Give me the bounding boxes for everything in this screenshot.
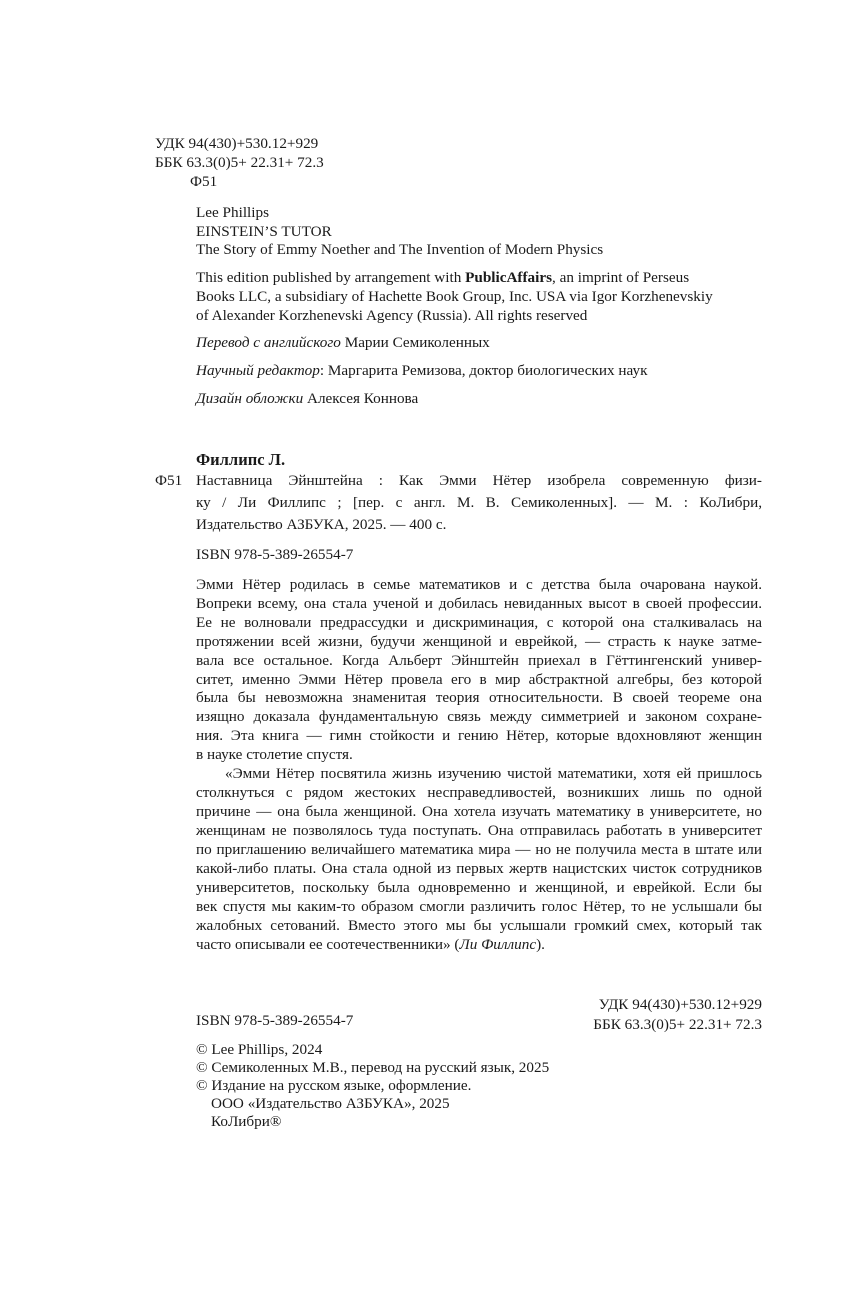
bib-heading: Филлипс Л.: [196, 450, 286, 469]
quote-line: век спустя мы каким-то образом смогли различить голос Нётер, то не услышали бы: [196, 898, 762, 915]
translation-label: Перевод с английского: [196, 334, 341, 351]
annotation-line: Вопреки всему, она стала ученой и добилась невиданных высот в своей профессии.: [196, 594, 762, 612]
udk-top: УДК 94(430)+530.12+929: [155, 135, 319, 152]
bib-line-2: ку / Ли Филлипс ; [пер. с англ. М. В. Семиколенных]. — М. : КоЛибри,: [196, 494, 762, 511]
editor-name: : Маргарита Ремизова, доктор биологических наук: [319, 362, 648, 379]
annotation-line: Эмми Нётер родилась в семье математиков и с детства была очарована наукой.: [196, 576, 762, 593]
cover-label: Дизайн обложки: [196, 390, 304, 407]
cover-name: Алексея Коннова: [303, 390, 419, 407]
copyright-translation: © Семиколенных М.В., перевод на русский язык, 2025: [196, 1059, 550, 1076]
quote-line: женщинам не позволялось туда поступать. Она отправилась работать в университет: [196, 822, 762, 839]
original-subtitle: The Story of Emmy Noether and The Invention of Modern Physics: [196, 241, 604, 258]
translation-credit: [196, 333, 490, 352]
quote-line: какой-либо платы. Она стала одной из первых жертв нацистских чисток сотрудников: [196, 860, 762, 877]
quote-line: университетов, поскольку была одновременно и женщиной, и еврейкой. Если бы: [196, 879, 762, 896]
author-mark-top: Ф51: [190, 173, 218, 190]
quote-last-pre: часто описывали ее соотечественники» (: [196, 936, 460, 953]
original-author: Lee Phillips: [196, 204, 269, 221]
publisher-name: PublicAffairs: [465, 269, 553, 286]
copyright-publisher: ООО «Издательство АЗБУКА», 2025: [211, 1095, 450, 1112]
translation-name: Марии Семиколенных: [340, 334, 490, 351]
annotation-line: ния. Эта книга — гимн стойкости и гению Нётер, которые вдохновляют женщин: [196, 727, 762, 745]
bbk-top: ББК 63.3(0)5+ 22.31+ 72.3: [155, 154, 324, 171]
bib-isbn: ISBN 978-5-389-26554-7: [196, 546, 354, 563]
rights-line-1: [196, 268, 689, 287]
editor-credit: [196, 361, 647, 380]
udk-bottom: УДК 94(430)+530.12+929: [598, 996, 762, 1013]
rights-line-1-post: , an imprint of Perseus: [552, 269, 690, 286]
annotation-line: ситет, именно Эмми Нётер провела его в мир абстрактной алгебры, без которой: [196, 670, 762, 688]
annotation-line: вала все остальное. Когда Альберт Эйнштейн приехал в Гёттингенский универ-: [196, 651, 762, 669]
quote-line-first: «Эмми Нётер посвятила жизнь изучению чистой математики, хотя ей пришлось: [225, 765, 762, 782]
annotation-line: Ее не волновали предрассудки и дискриминация, с которой она сталкивалась на: [196, 613, 762, 631]
annotation-line-last: в науке столетие спустя.: [196, 746, 353, 764]
original-title: EINSTEIN’S TUTOR: [196, 223, 332, 240]
quote-line: жалобных сетований. Вместо этого мы бы услышали громкий смех, который так: [196, 917, 762, 934]
annotation-line: была бы невозможна знаменитая теория относительности. В своей теореме она: [196, 689, 762, 707]
bib-mark: Ф51: [155, 472, 183, 489]
rights-line-3: of Alexander Korzhenevski Agency (Russia). All rights reserved: [196, 307, 588, 324]
quote-last-post: ).: [536, 936, 545, 953]
quote-attribution: Ли Филлипс: [459, 936, 537, 953]
annotation-line: протяжении всей жизни, будучи женщиной и еврейкой, — страсть к науке затме-: [196, 632, 762, 650]
quote-line: по приглашению величайшего математика мира — но не получила места в штате или: [196, 841, 762, 858]
bib-line-1: Наставница Эйнштейна : Как Эмми Нётер изобрела современную физи-: [196, 472, 762, 489]
copyright-author: © Lee Phillips, 2024: [196, 1041, 323, 1058]
bbk-bottom: ББК 63.3(0)5+ 22.31+ 72.3: [593, 1016, 762, 1033]
copyright-edition: © Издание на русском языке, оформление.: [196, 1077, 472, 1094]
bib-line-3: Издательство АЗБУКА, 2025. — 400 с.: [196, 516, 447, 533]
quote-line-last: [196, 935, 545, 954]
rights-line-2: Books LLC, a subsidiary of Hachette Book Group, Inc. USA via Igor Korzhenevskiy: [196, 288, 713, 305]
cover-credit: [196, 389, 418, 408]
quote-line: столкнуться с рядом жестоких несправедливостей, возникших лишь по одной: [196, 784, 762, 801]
annotation-line: изящно доказала фундаментальную связь между симметрией и законом сохране-: [196, 708, 762, 726]
quote-line: причине — она была женщиной. Она хотела изучать математику в университете, но: [196, 803, 762, 820]
copyright-imprint: КоЛибри®: [211, 1113, 282, 1130]
rights-line-1-pre: This edition published by arrangement with: [196, 269, 466, 286]
editor-label: Научный редактор: [196, 362, 320, 379]
footer-isbn: ISBN 978-5-389-26554-7: [196, 1012, 354, 1029]
